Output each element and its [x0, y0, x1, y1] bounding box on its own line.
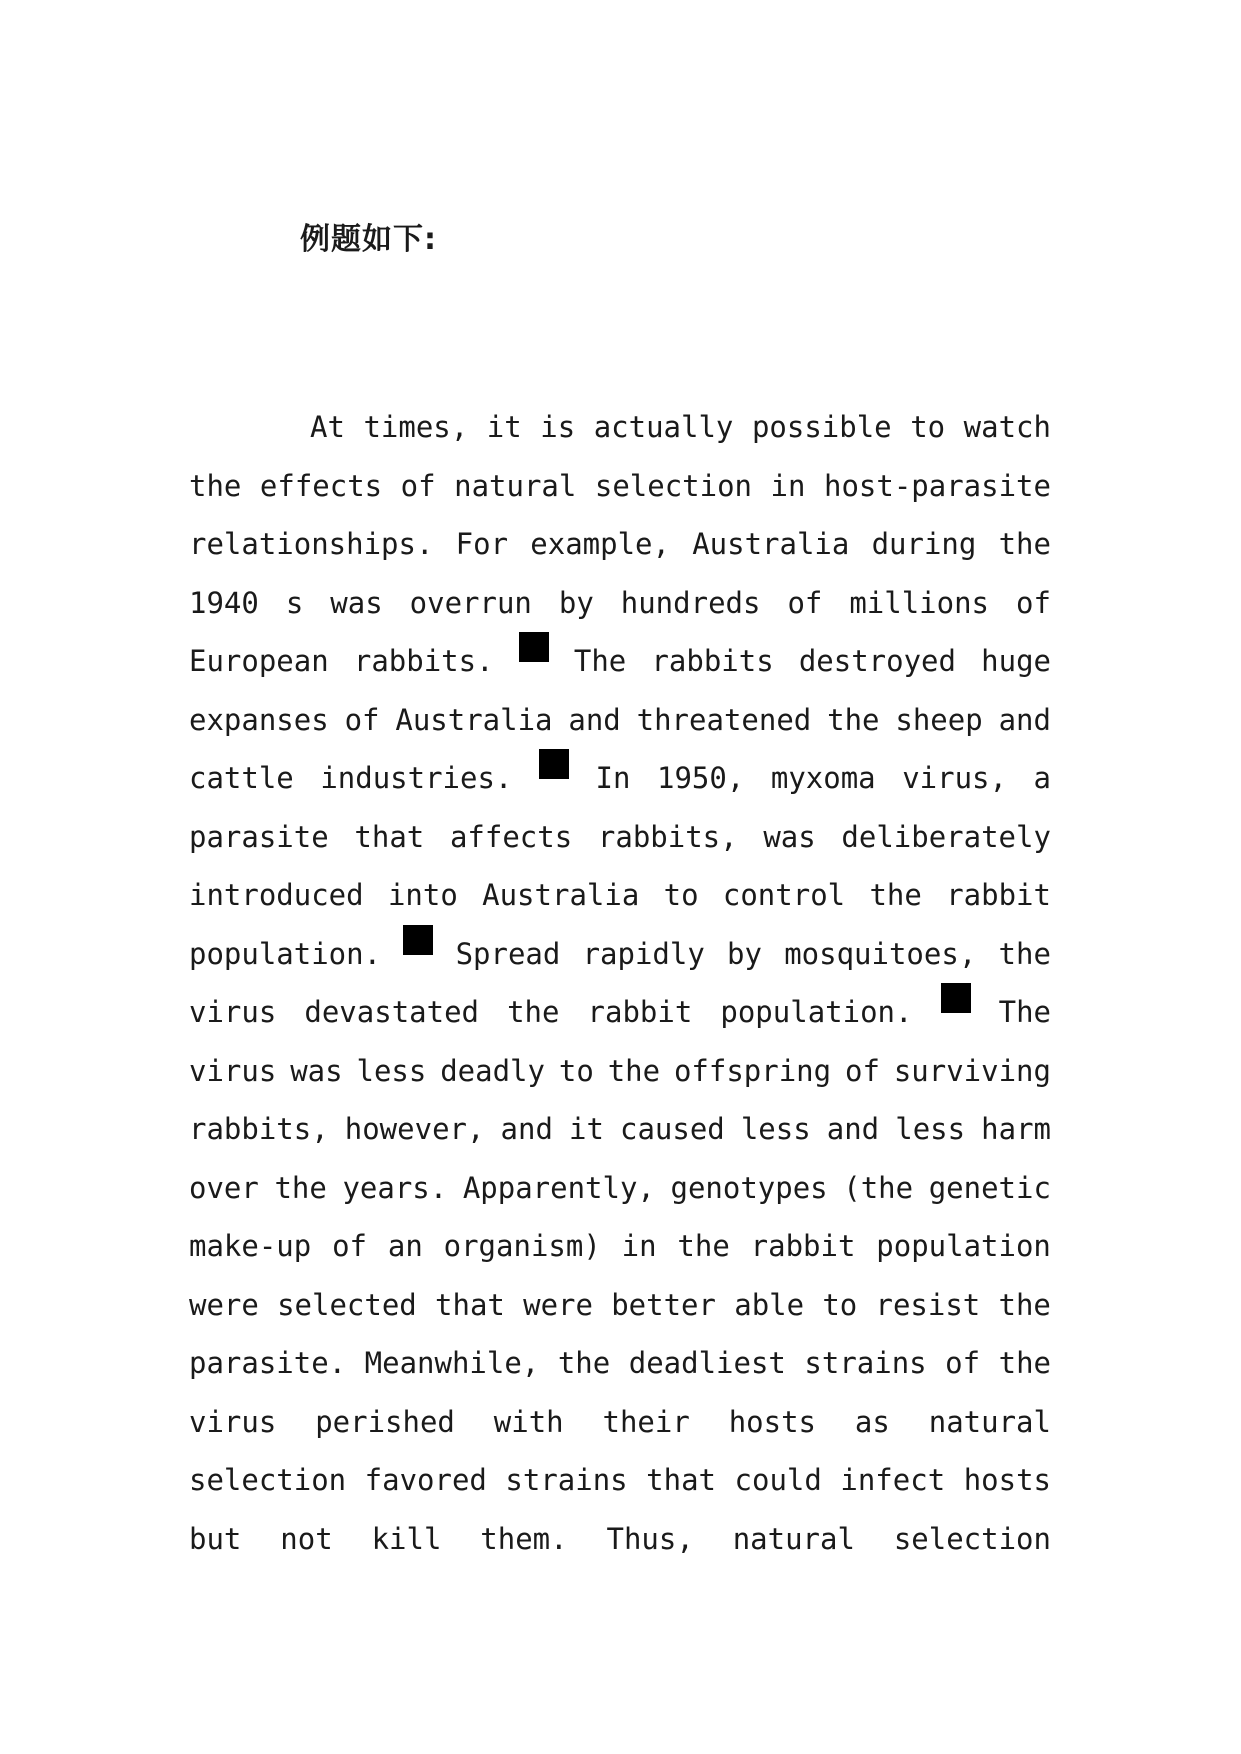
passage-word: actually [593, 410, 734, 444]
reading-passage [189, 398, 1051, 1568]
passage-word: the [507, 995, 560, 1029]
passage-word: deadliest [628, 1346, 786, 1380]
passage-word: Spread [455, 936, 561, 971]
passage-word: and [500, 1112, 553, 1146]
passage-word: host-parasite [824, 468, 1051, 503]
passage-word: hosts [728, 1404, 817, 1439]
passage-word: kill [371, 1521, 442, 1556]
passage-line [189, 1100, 1051, 1159]
passage-word: the [607, 1053, 661, 1088]
passage-word: in [770, 468, 806, 503]
passage-word: virus [189, 1404, 277, 1439]
passage-word: resist [875, 1287, 981, 1322]
passage-word: rapidly [582, 936, 705, 971]
passage-line [189, 1159, 1051, 1218]
passage-word: For [455, 527, 509, 561]
passage-word: of [400, 468, 436, 503]
page-heading: 例题如下: [300, 222, 437, 257]
passage-word: infect [840, 1463, 946, 1497]
passage-word: virus, [902, 761, 1007, 795]
passage-word: harm [981, 1112, 1051, 1146]
passage-word: a [1033, 761, 1051, 795]
passage-word: rabbits, [597, 819, 738, 854]
passage-word: European [189, 644, 329, 678]
passage-word: but [189, 1521, 242, 1556]
passage-word: the [274, 1170, 327, 1205]
passage-line [189, 691, 1051, 750]
passage-word: example, [530, 527, 670, 561]
passage-word: sheep [895, 702, 983, 737]
passage-word: industries. [320, 761, 513, 795]
passage-word: less [895, 1112, 966, 1146]
passage-word: affects [449, 819, 573, 854]
passage-word: deliberately [841, 819, 1051, 854]
passage-word: by [727, 936, 762, 971]
passage-word: offspring [673, 1053, 832, 1088]
passage-word: the [869, 878, 922, 912]
passage-word: with [493, 1404, 564, 1439]
passage-word: selection [594, 468, 753, 503]
insertion-marker[interactable] [539, 749, 569, 779]
passage-word: introduced [189, 878, 364, 912]
passage-word: to [558, 1053, 594, 1088]
passage-word: favored [364, 1463, 487, 1497]
passage-word: Apparently, [462, 1170, 655, 1205]
passage-word: an [387, 1229, 423, 1263]
passage-word: into [387, 878, 458, 912]
passage-word: times, [363, 410, 469, 444]
passage-word: were [189, 1287, 259, 1322]
passage-word: better [611, 1287, 716, 1322]
passage-word: it [569, 1112, 604, 1146]
passage-word: Meanwhile, [364, 1346, 540, 1380]
insertion-marker[interactable] [403, 925, 433, 955]
passage-word: years. [342, 1170, 448, 1205]
passage-line [189, 1217, 1051, 1276]
passage-word: In [595, 761, 631, 795]
passage-word: could [734, 1463, 822, 1497]
passage-word: watch [963, 410, 1051, 444]
passage-word: it [486, 410, 522, 444]
passage-word: the [998, 936, 1051, 971]
passage-line [189, 925, 1051, 984]
passage-word: The [573, 644, 627, 678]
passage-word: 1950, [657, 761, 745, 795]
passage-word: over [189, 1170, 259, 1205]
passage-word: mosquitoes, [784, 936, 977, 971]
passage-word: perished [315, 1404, 455, 1439]
passage-word: genotypes [670, 1170, 828, 1205]
passage-word: rabbit [587, 995, 693, 1029]
passage-word: expanses [189, 702, 329, 737]
passage-word: selection [893, 1521, 1051, 1556]
passage-word: however, [344, 1112, 485, 1146]
passage-word: The [998, 995, 1051, 1029]
passage-word: cattle [189, 761, 294, 795]
passage-word: and [826, 1112, 880, 1146]
insertion-marker[interactable] [519, 632, 549, 662]
passage-word: surviving [893, 1053, 1051, 1088]
passage-word: overrun [409, 585, 532, 620]
passage-line [189, 632, 1051, 691]
passage-word: relationships. [189, 527, 434, 561]
passage-word: is [540, 410, 576, 444]
passage-word: of [945, 1346, 981, 1380]
passage-word: natural [454, 468, 577, 503]
passage-word: deadly [440, 1053, 545, 1088]
passage-line [189, 398, 1051, 457]
passage-line [189, 1510, 1051, 1569]
passage-line [189, 457, 1051, 516]
passage-word: less [356, 1053, 427, 1088]
passage-word: that [354, 819, 425, 854]
passage-word: hundreds [620, 585, 761, 620]
passage-line [189, 515, 1051, 574]
passage-line [189, 808, 1051, 867]
passage-word: make-up [189, 1229, 312, 1263]
passage-word: rabbits. [353, 644, 494, 678]
passage-line [189, 1276, 1051, 1335]
passage-word: them. [480, 1521, 568, 1556]
passage-word: the [827, 702, 880, 737]
passage-word: destroyed [798, 644, 956, 678]
passage-word: organism) [443, 1229, 601, 1263]
passage-word: caused [620, 1112, 725, 1146]
passage-word: hosts [963, 1463, 1051, 1497]
passage-word: of [332, 1229, 367, 1263]
passage-line [189, 866, 1051, 925]
passage-word: s [285, 585, 304, 620]
passage-word: effects [259, 468, 383, 503]
passage-word: population [876, 1229, 1051, 1263]
passage-word: the [998, 1287, 1051, 1322]
passage-word: and [998, 702, 1051, 737]
passage-word: their [602, 1404, 690, 1439]
passage-word: parasite. [189, 1346, 347, 1380]
passage-word: Thus, [606, 1521, 694, 1556]
passage-word: control [722, 878, 846, 912]
passage-word: less [740, 1112, 811, 1146]
passage-word: rabbits [651, 644, 774, 678]
passage-word: selection [189, 1463, 347, 1497]
passage-word: population. [189, 936, 382, 971]
passage-word: myxoma [770, 761, 876, 795]
passage-word: to [910, 410, 946, 444]
passage-line [189, 1042, 1051, 1101]
passage-word: Australia [692, 527, 850, 561]
passage-word: (the [843, 1170, 914, 1205]
passage-line [189, 1334, 1051, 1393]
passage-word: parasite [189, 819, 329, 854]
passage-word: strains [804, 1346, 927, 1380]
passage-word: strains [505, 1463, 628, 1497]
passage-word: in [621, 1229, 657, 1263]
passage-word: threatened [636, 702, 812, 737]
passage-word: population. [720, 995, 913, 1029]
passage-word: virus [189, 1053, 277, 1088]
passage-word: virus [189, 995, 277, 1029]
passage-word: genetic [928, 1170, 1051, 1205]
passage-word: able [734, 1287, 805, 1322]
passage-word: millions [849, 585, 990, 620]
passage-line [189, 1451, 1051, 1510]
passage-line [189, 1393, 1051, 1452]
passage-word: not [280, 1521, 333, 1556]
passage-word: huge [981, 644, 1051, 678]
passage-word: rabbits, [189, 1112, 329, 1146]
passage-word: by [558, 585, 594, 620]
passage-word: At [310, 410, 345, 444]
passage-word: was [330, 585, 383, 620]
passage-word: was [290, 1053, 343, 1088]
passage-word: of [344, 702, 380, 737]
passage-line [189, 983, 1051, 1042]
passage-word: during [871, 527, 977, 561]
passage-word: the [998, 527, 1051, 561]
passage-word: Australia [395, 702, 553, 737]
passage-word: the [998, 1346, 1051, 1380]
passage-word: that [646, 1463, 717, 1497]
passage-word: and [568, 702, 621, 737]
passage-word: to [822, 1287, 858, 1322]
passage-word: were [523, 1287, 593, 1322]
passage-word: the [557, 1346, 611, 1380]
passage-word: to [663, 878, 699, 912]
passage-word: Australia [482, 878, 640, 912]
passage-word: rabbit [750, 1229, 856, 1263]
passage-word: of [1016, 585, 1051, 620]
passage-word: natural [732, 1521, 855, 1556]
insertion-marker[interactable] [941, 983, 971, 1013]
passage-word: as [854, 1404, 890, 1439]
passage-word: was [763, 819, 816, 854]
passage-line [189, 749, 1051, 808]
passage-word: the [677, 1229, 730, 1263]
passage-line [189, 574, 1051, 633]
passage-word: that [435, 1287, 505, 1322]
passage-word: of [845, 1053, 880, 1088]
passage-word: devastated [304, 995, 479, 1029]
passage-word: rabbit [946, 878, 1051, 912]
passage-word: 1940 [189, 585, 259, 620]
passage-word: of [787, 585, 823, 620]
passage-word: possible [751, 410, 892, 444]
passage-word: selected [277, 1287, 417, 1322]
passage-word: the [189, 468, 242, 503]
passage-word: natural [928, 1404, 1051, 1439]
